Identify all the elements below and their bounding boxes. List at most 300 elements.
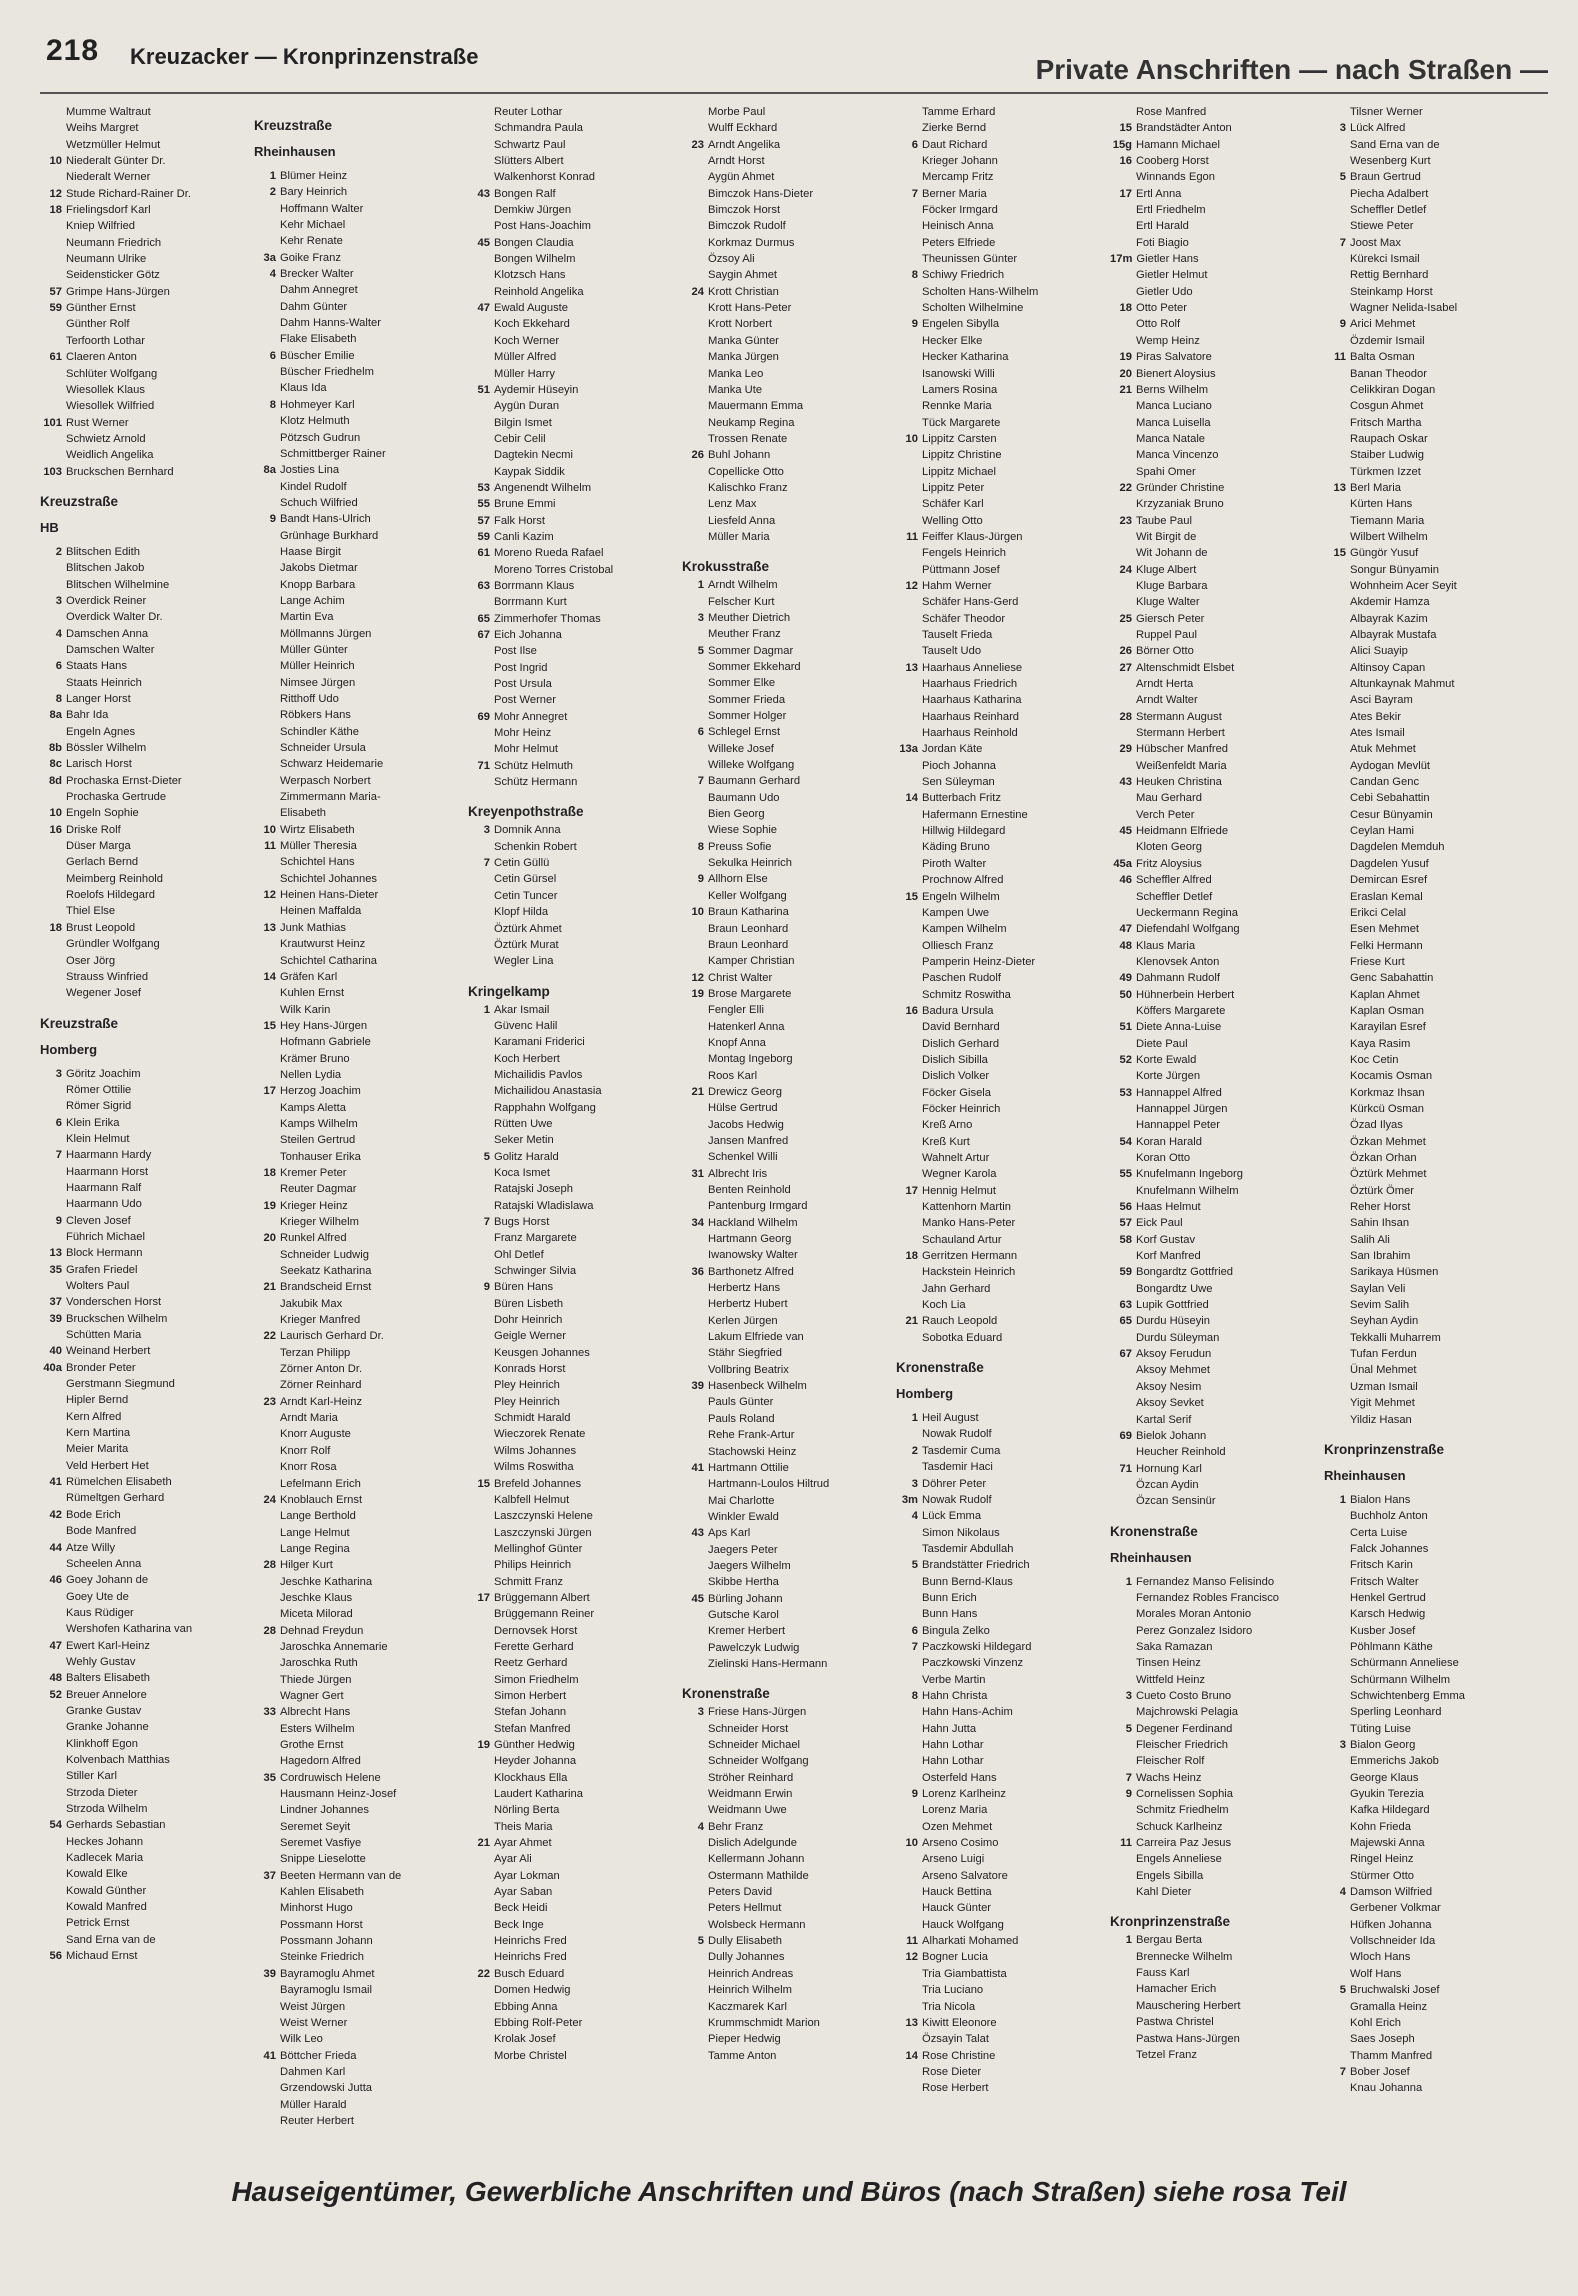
list-item <box>896 1410 1106 1426</box>
house-number: 45 <box>477 236 490 249</box>
house-number: 8 <box>269 398 276 411</box>
resident-name: Koran Otto <box>1136 1152 1191 1164</box>
resident-name: Daut Richard <box>922 138 988 151</box>
resident-name: Wolf Hans <box>1350 1967 1402 1980</box>
list-item <box>682 1900 892 1916</box>
house-number: 3 <box>55 1067 62 1080</box>
resident-name: Tamme Anton <box>708 2049 777 2062</box>
resident-name: Lakum Elfriede van <box>708 1331 804 1344</box>
house-number: 1 <box>911 1412 918 1425</box>
resident-name: Stiller Karl <box>66 1770 117 1783</box>
list-item <box>682 1068 892 1084</box>
house-number: 3a <box>263 251 276 264</box>
resident-name: Cebi Sebahattin <box>1350 792 1430 805</box>
house-number: 10 <box>905 432 918 445</box>
resident-name: Brandstädter Anton <box>1136 122 1232 135</box>
resident-name: Overdick Walter Dr. <box>66 611 163 624</box>
list-item <box>1110 1493 1320 1509</box>
list-item <box>254 593 464 609</box>
list-item <box>1110 578 1320 594</box>
resident-name: Driske Rolf <box>66 823 121 836</box>
list-item <box>254 397 464 413</box>
house-number: 9 <box>269 513 276 526</box>
resident-name: Ostermann Mathilde <box>708 1869 809 1882</box>
resident-name: Mercamp Fritz <box>922 171 994 184</box>
list-item <box>254 887 464 903</box>
list-item <box>468 1753 678 1769</box>
resident-name: Lück Emma <box>922 1510 982 1523</box>
resident-name: Knopf Anna <box>708 1036 766 1049</box>
resident-name: Knoblauch Ernst <box>280 1493 363 1506</box>
list-item <box>254 1410 464 1426</box>
resident-name: Wulff Eckhard <box>708 122 778 135</box>
resident-name: Herzog Joachim <box>280 1085 361 1098</box>
house-number: 55 <box>1119 1168 1132 1181</box>
list-item <box>1110 120 1320 136</box>
house-number: 63 <box>1119 1299 1132 1312</box>
list-item <box>1324 692 1534 708</box>
resident-name: Michaud Ernst <box>66 1950 138 1963</box>
house-number: 39 <box>691 1380 704 1393</box>
list-item <box>1110 905 1320 921</box>
resident-name: Sommer Dagmar <box>708 644 794 657</box>
house-number: 23 <box>263 1395 276 1408</box>
list-item <box>40 1899 250 1915</box>
resident-name: Kaplan Osman <box>1350 1004 1425 1017</box>
list-item <box>682 1133 892 1149</box>
list-item <box>1110 349 1320 365</box>
list-item <box>40 1147 250 1163</box>
list-item <box>682 1786 892 1802</box>
resident-name: Arici Mehmet <box>1350 318 1416 331</box>
house-number: 59 <box>1119 1266 1132 1279</box>
resident-name: Zörner Reinhard <box>280 1379 362 1392</box>
resident-name: Vollbring Beatrix <box>708 1363 789 1376</box>
resident-name: Krott Christian <box>708 285 779 298</box>
resident-name: Pioch Johanna <box>922 759 997 772</box>
resident-name: Nowak Rudolf <box>922 1493 992 1506</box>
resident-name: Müller Günter <box>280 643 348 656</box>
resident-name: Tonhauser Erika <box>280 1150 361 1163</box>
list-item <box>1324 741 1534 757</box>
resident-name: Fengels Heinrich <box>922 547 1006 560</box>
house-number: 7 <box>911 1640 918 1653</box>
resident-name: Baumann Udo <box>708 791 780 804</box>
resident-name: Tauselt Udo <box>922 645 982 658</box>
resident-name: Hartmann Ottilie <box>708 1461 789 1474</box>
list-item <box>896 611 1106 627</box>
resident-name: Fritsch Walter <box>1350 1575 1419 1588</box>
list-item <box>254 1525 464 1541</box>
list-item <box>1324 1868 1534 1884</box>
resident-name: Lück Alfred <box>1350 122 1406 135</box>
list-item <box>40 120 250 136</box>
resident-name: Bronder Peter <box>66 1361 136 1374</box>
resident-name: Büren Hans <box>494 1281 554 1294</box>
list-item <box>682 1640 892 1656</box>
house-number: 10 <box>691 906 704 919</box>
resident-name: Hafermann Ernestine <box>922 808 1028 821</box>
resident-name: Wegner Karola <box>922 1168 997 1181</box>
list-item <box>682 1623 892 1639</box>
list-item <box>682 529 892 545</box>
resident-name: Krämer Bruno <box>280 1052 350 1065</box>
resident-name: Frielingsdorf Karl <box>66 204 151 217</box>
resident-name: Schindler Käthe <box>280 725 359 738</box>
house-number: 15 <box>263 1019 276 1032</box>
list-item <box>1110 104 1320 120</box>
list-item <box>1324 1412 1534 1428</box>
resident-name: Dahmann Rudolf <box>1136 972 1220 985</box>
list-item <box>1110 398 1320 414</box>
resident-name: Martin Eva <box>280 611 334 624</box>
resident-name: Fernandez Robles Francisco <box>1136 1591 1280 1604</box>
resident-name: Korf Manfred <box>1136 1250 1201 1263</box>
list-item <box>682 1035 892 1051</box>
resident-name: Genc Sabahattin <box>1350 972 1434 985</box>
resident-name: Bimczok Horst <box>708 204 781 217</box>
list-item <box>896 856 1106 872</box>
list-item <box>896 1215 1106 1231</box>
resident-name: Rapphahn Wolfgang <box>494 1101 596 1114</box>
list-item <box>1324 186 1534 202</box>
list-item <box>896 513 1106 529</box>
resident-name: Korkmaz Ihsan <box>1350 1086 1425 1099</box>
list-item <box>40 1458 250 1474</box>
resident-name: Simon Friedhelm <box>494 1673 579 1686</box>
list-item <box>40 1768 250 1784</box>
list-item <box>254 1590 464 1606</box>
resident-name: Junk Mathias <box>280 921 346 934</box>
resident-name: Blitschen Jakob <box>66 562 145 575</box>
list-item <box>896 186 1106 202</box>
resident-name: Lippitz Christine <box>922 449 1002 462</box>
list-item <box>40 1229 250 1245</box>
list-item <box>1324 1052 1534 1068</box>
list-item <box>468 1263 678 1279</box>
resident-name: Rose Christine <box>922 2049 996 2062</box>
list-item <box>40 1213 250 1229</box>
list-item <box>254 1230 464 1246</box>
entry-list <box>254 116 464 2129</box>
resident-name: Sommer Elke <box>708 677 776 690</box>
resident-name: Öztürk Ahmet <box>494 922 562 935</box>
list-item <box>1324 758 1534 774</box>
resident-name: Jakobs Dietmar <box>280 562 358 575</box>
list-item <box>254 707 464 723</box>
resident-name: Rettig Bernhard <box>1350 269 1429 282</box>
list-item <box>468 822 678 838</box>
resident-name: Wolters Paul <box>66 1280 130 1292</box>
house-number: 6 <box>55 660 62 673</box>
resident-name: Grimpe Hans-Jürgen <box>66 285 170 298</box>
resident-name: Scheelen Anna <box>66 1557 142 1570</box>
resident-name: Engels Sibilla <box>1136 1869 1204 1882</box>
list-item <box>896 954 1106 970</box>
list-item <box>1110 1052 1320 1068</box>
resident-name: Knau Johanna <box>1350 2082 1423 2095</box>
resident-name: Golitz Harald <box>494 1150 559 1163</box>
list-item <box>1324 1819 1534 1835</box>
resident-name: Dahm Günter <box>280 300 348 313</box>
resident-name: Koch Lia <box>922 1299 966 1312</box>
resident-name: Staats Hans <box>66 660 127 673</box>
house-number: 19 <box>477 1739 490 1751</box>
list-item <box>1110 529 1320 545</box>
resident-name: Wieczorek Renate <box>494 1428 586 1441</box>
list-item <box>896 333 1106 349</box>
list-item <box>468 480 678 496</box>
resident-name: Hartmann Georg <box>708 1233 792 1246</box>
resident-name: Hübscher Manfred <box>1136 743 1229 756</box>
list-item <box>682 953 892 969</box>
house-number: 5 <box>1339 171 1346 184</box>
list-item <box>682 790 892 806</box>
list-item <box>1324 398 1534 414</box>
list-item <box>896 1492 1106 1508</box>
resident-name: Seremet Vasfiye <box>280 1837 362 1850</box>
list-item <box>896 218 1106 234</box>
list-item <box>896 1134 1106 1150</box>
list-item <box>896 415 1106 431</box>
house-number: 46 <box>1119 874 1132 887</box>
resident-name: Kahl Dieter <box>1136 1886 1192 1899</box>
resident-name: Krieger Heinz <box>280 1199 348 1212</box>
list-item <box>896 889 1106 905</box>
resident-name: Schürmann Anneliese <box>1350 1657 1459 1670</box>
resident-name: Brüggemann Albert <box>494 1591 590 1604</box>
list-item <box>468 1247 678 1263</box>
list-item <box>1324 1770 1534 1786</box>
list-item <box>682 2015 892 2031</box>
resident-name: Behr Franz <box>708 1820 764 1833</box>
resident-name: Gerstmann Siegmund <box>66 1378 175 1391</box>
list-item <box>1324 578 1534 594</box>
resident-name: Schütz Helmuth <box>494 759 573 772</box>
resident-name: Gietler Udo <box>1136 285 1193 298</box>
list-item <box>1324 1313 1534 1329</box>
resident-name: Stähr Siegfried <box>708 1347 783 1360</box>
list-item <box>682 349 892 365</box>
list-item <box>254 1328 464 1344</box>
list-item <box>1110 1688 1320 1704</box>
resident-name: Niederalt Günter Dr. <box>66 155 166 168</box>
house-number: 33 <box>263 1706 276 1719</box>
list-item <box>896 627 1106 643</box>
list-item <box>254 1835 464 1851</box>
resident-name: Wetzmüller Helmut <box>66 138 161 151</box>
resident-name: Seidensticker Götz <box>66 269 160 282</box>
resident-name: Tria Luciano <box>922 1984 984 1997</box>
resident-name: Haas Helmut <box>1136 1201 1201 1214</box>
resident-name: Aksoy Nesim <box>1136 1380 1202 1393</box>
house-number: 103 <box>43 465 62 478</box>
list-item <box>40 1409 250 1425</box>
resident-name: Beeten Hermann van de <box>280 1869 402 1882</box>
house-number: 26 <box>1119 645 1132 658</box>
resident-name: Wit Johann de <box>1136 547 1208 560</box>
list-item <box>254 1672 464 1688</box>
resident-name: Reuter Dagmar <box>280 1183 357 1196</box>
resident-name: Berl Maria <box>1350 481 1401 494</box>
resident-name: Thiel Else <box>66 905 116 918</box>
resident-name: Özsayin Talat <box>922 2033 989 2046</box>
resident-name: Dislich Adelgunde <box>708 1837 797 1850</box>
resident-name: Mai Charlotte <box>708 1494 775 1507</box>
list-item <box>896 1917 1106 1933</box>
list-item <box>896 1672 1106 1688</box>
list-item <box>1324 856 1534 872</box>
list-item <box>682 513 892 529</box>
list-item <box>1110 1606 1320 1622</box>
resident-name: Borrmann Klaus <box>494 579 575 592</box>
list-item <box>896 1426 1106 1442</box>
resident-name: Alici Suayip <box>1350 645 1408 658</box>
list-item <box>682 1378 892 1394</box>
resident-name: Bilgin Ismet <box>494 416 552 429</box>
list-item <box>896 1281 1106 1297</box>
resident-name: Prochaska Gertrude <box>66 791 167 804</box>
list-item <box>896 1508 1106 1524</box>
list-item <box>254 217 464 233</box>
resident-name: Bongen Claudia <box>494 236 574 249</box>
list-item <box>254 1704 464 1720</box>
list-item <box>896 1036 1106 1052</box>
list-item <box>682 1117 892 1133</box>
list-item <box>254 184 464 200</box>
list-item <box>682 1558 892 1574</box>
list-item <box>468 120 678 136</box>
list-item <box>468 1083 678 1099</box>
resident-name: Wemp Heinz <box>1136 334 1200 347</box>
resident-name: Zimmerhofer Thomas <box>494 612 601 625</box>
house-number: 5 <box>697 644 704 657</box>
resident-name: Tiemann Maria <box>1350 514 1425 527</box>
resident-name: Korkmaz Durmus <box>708 236 795 249</box>
resident-name: Arseno Salvatore <box>922 1869 1008 1882</box>
resident-name: Tamme Erhard <box>922 106 996 118</box>
resident-name: Özsoy Ali <box>708 253 755 266</box>
list-item <box>682 169 892 185</box>
list-item <box>1110 1574 1320 1590</box>
resident-name: Ratajski Joseph <box>494 1183 573 1196</box>
resident-name: Baumann Gerhard <box>708 775 801 788</box>
resident-name: Engelen Sibylla <box>922 318 1000 331</box>
list-item <box>896 1688 1106 1704</box>
resident-name: Stefan Manfred <box>494 1722 571 1735</box>
house-number: 9 <box>1125 1788 1132 1801</box>
house-number: 59 <box>477 530 490 543</box>
list-item <box>468 1949 678 1965</box>
house-number: 45 <box>691 1592 704 1605</box>
resident-name: Aydogan Mevlüt <box>1350 759 1431 772</box>
list-item <box>40 691 250 707</box>
resident-name: Mellinghof Günter <box>494 1542 583 1555</box>
list-item <box>40 1441 250 1457</box>
list-item <box>682 1051 892 1067</box>
resident-name: Schenkin Robert <box>494 840 577 853</box>
resident-name: Krieger Johann <box>922 155 998 168</box>
resident-name: Heckes Johann <box>66 1835 144 1848</box>
list-item <box>896 1737 1106 1753</box>
list-item <box>682 186 892 202</box>
resident-name: Schäfer Theodor <box>922 612 1006 625</box>
list-item <box>896 725 1106 741</box>
list-item <box>468 1557 678 1573</box>
list-item <box>682 1525 892 1541</box>
list-item <box>468 643 678 659</box>
list-item <box>1324 1248 1534 1264</box>
resident-name: Rose Dieter <box>922 2065 982 2078</box>
list-item <box>468 1851 678 1867</box>
resident-name: Güngör Yusuf <box>1350 547 1419 560</box>
resident-name: Ewald Auguste <box>494 302 569 315</box>
list-item <box>468 251 678 267</box>
resident-name: Saka Ramazan <box>1136 1640 1213 1653</box>
list-item <box>468 888 678 904</box>
resident-name: Jaroschka Ruth <box>280 1657 358 1670</box>
resident-name: Willeke Josef <box>708 742 774 755</box>
resident-name: Schwinger Silvia <box>494 1265 577 1278</box>
resident-name: Brust Leopold <box>66 921 136 934</box>
list-item <box>896 1264 1106 1280</box>
list-item <box>682 1753 892 1769</box>
resident-name: Steinke Friedrich <box>280 1951 364 1964</box>
resident-name: Ertl Anna <box>1136 187 1182 200</box>
resident-name: Wloch Hans <box>1350 1951 1411 1964</box>
list-item <box>254 773 464 789</box>
resident-name: Dahm Annegret <box>280 284 358 297</box>
resident-name: Cebir Celil <box>494 432 546 445</box>
resident-name: Granke Johanne <box>66 1721 149 1734</box>
list-item <box>1324 1379 1534 1395</box>
house-number: 34 <box>691 1216 704 1229</box>
resident-name: Stefan Johann <box>494 1706 567 1719</box>
list-item <box>1110 1623 1320 1639</box>
list-item <box>1110 774 1320 790</box>
list-item <box>254 920 464 936</box>
list-item <box>254 1917 464 1933</box>
resident-name: Jaegers Wilhelm <box>708 1559 791 1572</box>
list-item <box>254 1198 464 1214</box>
list-item <box>1324 1639 1534 1655</box>
resident-name: Buchholz Anton <box>1350 1510 1428 1523</box>
resident-name: Pötzsch Gudrun <box>280 431 361 444</box>
resident-name: Fritsch Karin <box>1350 1559 1413 1572</box>
resident-name: Grothe Ernst <box>280 1739 344 1751</box>
resident-name: Wilk Karin <box>280 1003 331 1016</box>
list-item <box>254 1574 464 1590</box>
resident-name: Hackland Wilhelm <box>708 1216 798 1229</box>
resident-name: Schichtel Johannes <box>280 872 378 885</box>
list-item <box>1110 1868 1320 1884</box>
resident-name: Kattenhorn Martin <box>922 1201 1011 1214</box>
resident-name: Bongen Wilhelm <box>494 253 576 266</box>
list-item <box>682 1394 892 1410</box>
list-item <box>40 1605 250 1621</box>
resident-name: Theis Maria <box>494 1820 553 1833</box>
resident-name: Lenz Max <box>708 498 757 511</box>
list-item <box>1324 431 1534 447</box>
list-item <box>468 1982 678 1998</box>
house-number: 9 <box>911 1788 918 1801</box>
house-number: 21 <box>263 1281 276 1294</box>
list-item <box>1110 1101 1320 1117</box>
resident-name: Bien Georg <box>708 808 765 821</box>
resident-name: George Klaus <box>1350 1771 1419 1784</box>
list-item <box>896 1085 1106 1101</box>
resident-name: Haarhaus Friedrich <box>922 678 1018 691</box>
